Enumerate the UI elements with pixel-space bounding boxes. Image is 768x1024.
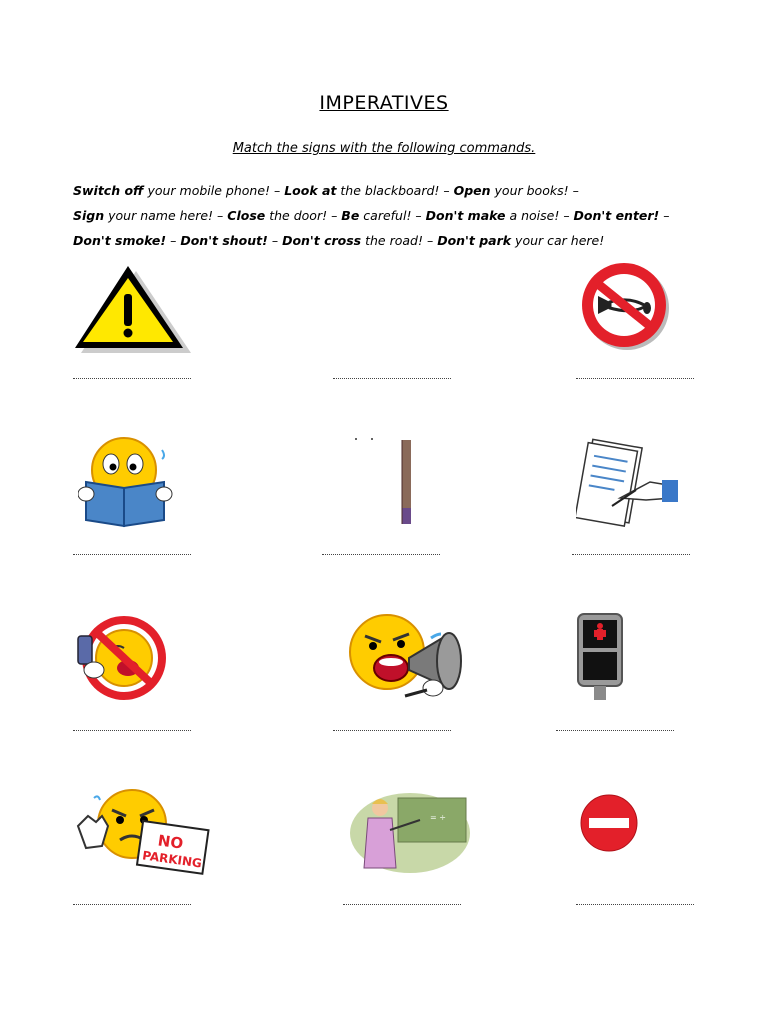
command-text: – [166, 233, 181, 248]
command-verb: Open [453, 183, 491, 198]
command-text: your name here! – [104, 208, 228, 223]
answer-line[interactable] [572, 554, 690, 555]
command-line [73, 228, 713, 253]
command-verb: Switch off [73, 183, 144, 198]
no-parking-smiley-icon [72, 786, 212, 878]
answer-line[interactable] [576, 378, 694, 379]
teacher-blackboard-icon [350, 790, 470, 876]
no-parking-label-2: PARKING [141, 848, 203, 871]
no-phone-sign-icon [72, 612, 172, 704]
no-parking-label-1: NO [156, 831, 185, 853]
command-line [73, 203, 713, 228]
answer-line[interactable] [73, 904, 191, 905]
command-line [73, 178, 713, 203]
svg-text:= ÷: = ÷ [430, 813, 446, 822]
command-verb: Don't shout! [180, 233, 268, 248]
answer-line[interactable] [73, 378, 191, 379]
command-text: a noise! – [505, 208, 574, 223]
command-verb: Don't cross [282, 233, 362, 248]
command-text: your books! – [490, 183, 579, 198]
reading-smiley-icon [78, 436, 178, 528]
instructions: Match the signs with the following commands. [232, 141, 536, 156]
command-verb: Sign [73, 208, 105, 223]
command-verb: Don't smoke! [73, 233, 167, 248]
shouting-smiley-icon [345, 610, 485, 706]
command-text: the door! – [265, 208, 342, 223]
answer-line[interactable] [576, 904, 694, 905]
sign-document-icon [576, 436, 680, 528]
command-verb: Don't enter! [573, 208, 660, 223]
command-text: your car here! [511, 233, 605, 248]
command-text: – [267, 233, 283, 248]
no-entry-sign-icon [578, 794, 642, 854]
door-icon [350, 434, 420, 530]
command-text: the road! – [361, 233, 438, 248]
answer-line[interactable] [333, 730, 451, 731]
command-text: careful! – [359, 208, 426, 223]
command-verb: Don't park [437, 233, 512, 248]
command-list [73, 178, 713, 253]
warning-sign-icon [73, 262, 191, 354]
command-verb: Close [227, 208, 266, 223]
pedestrian-traffic-light-icon [576, 612, 626, 702]
command-text: your mobile phone! – [143, 183, 285, 198]
answer-line[interactable] [556, 730, 674, 731]
command-verb: Be [341, 208, 360, 223]
answer-line[interactable] [73, 554, 191, 555]
command-text: the blackboard! – [336, 183, 454, 198]
answer-line[interactable] [73, 730, 191, 731]
command-verb: Don't make [425, 208, 506, 223]
command-text: – [659, 208, 670, 223]
command-verb: Look at [284, 183, 337, 198]
answer-line[interactable] [333, 378, 451, 379]
answer-line[interactable] [343, 904, 461, 905]
answer-line[interactable] [322, 554, 440, 555]
page-title: IMPERATIVES [319, 92, 449, 114]
no-horn-sign-icon [576, 262, 676, 352]
